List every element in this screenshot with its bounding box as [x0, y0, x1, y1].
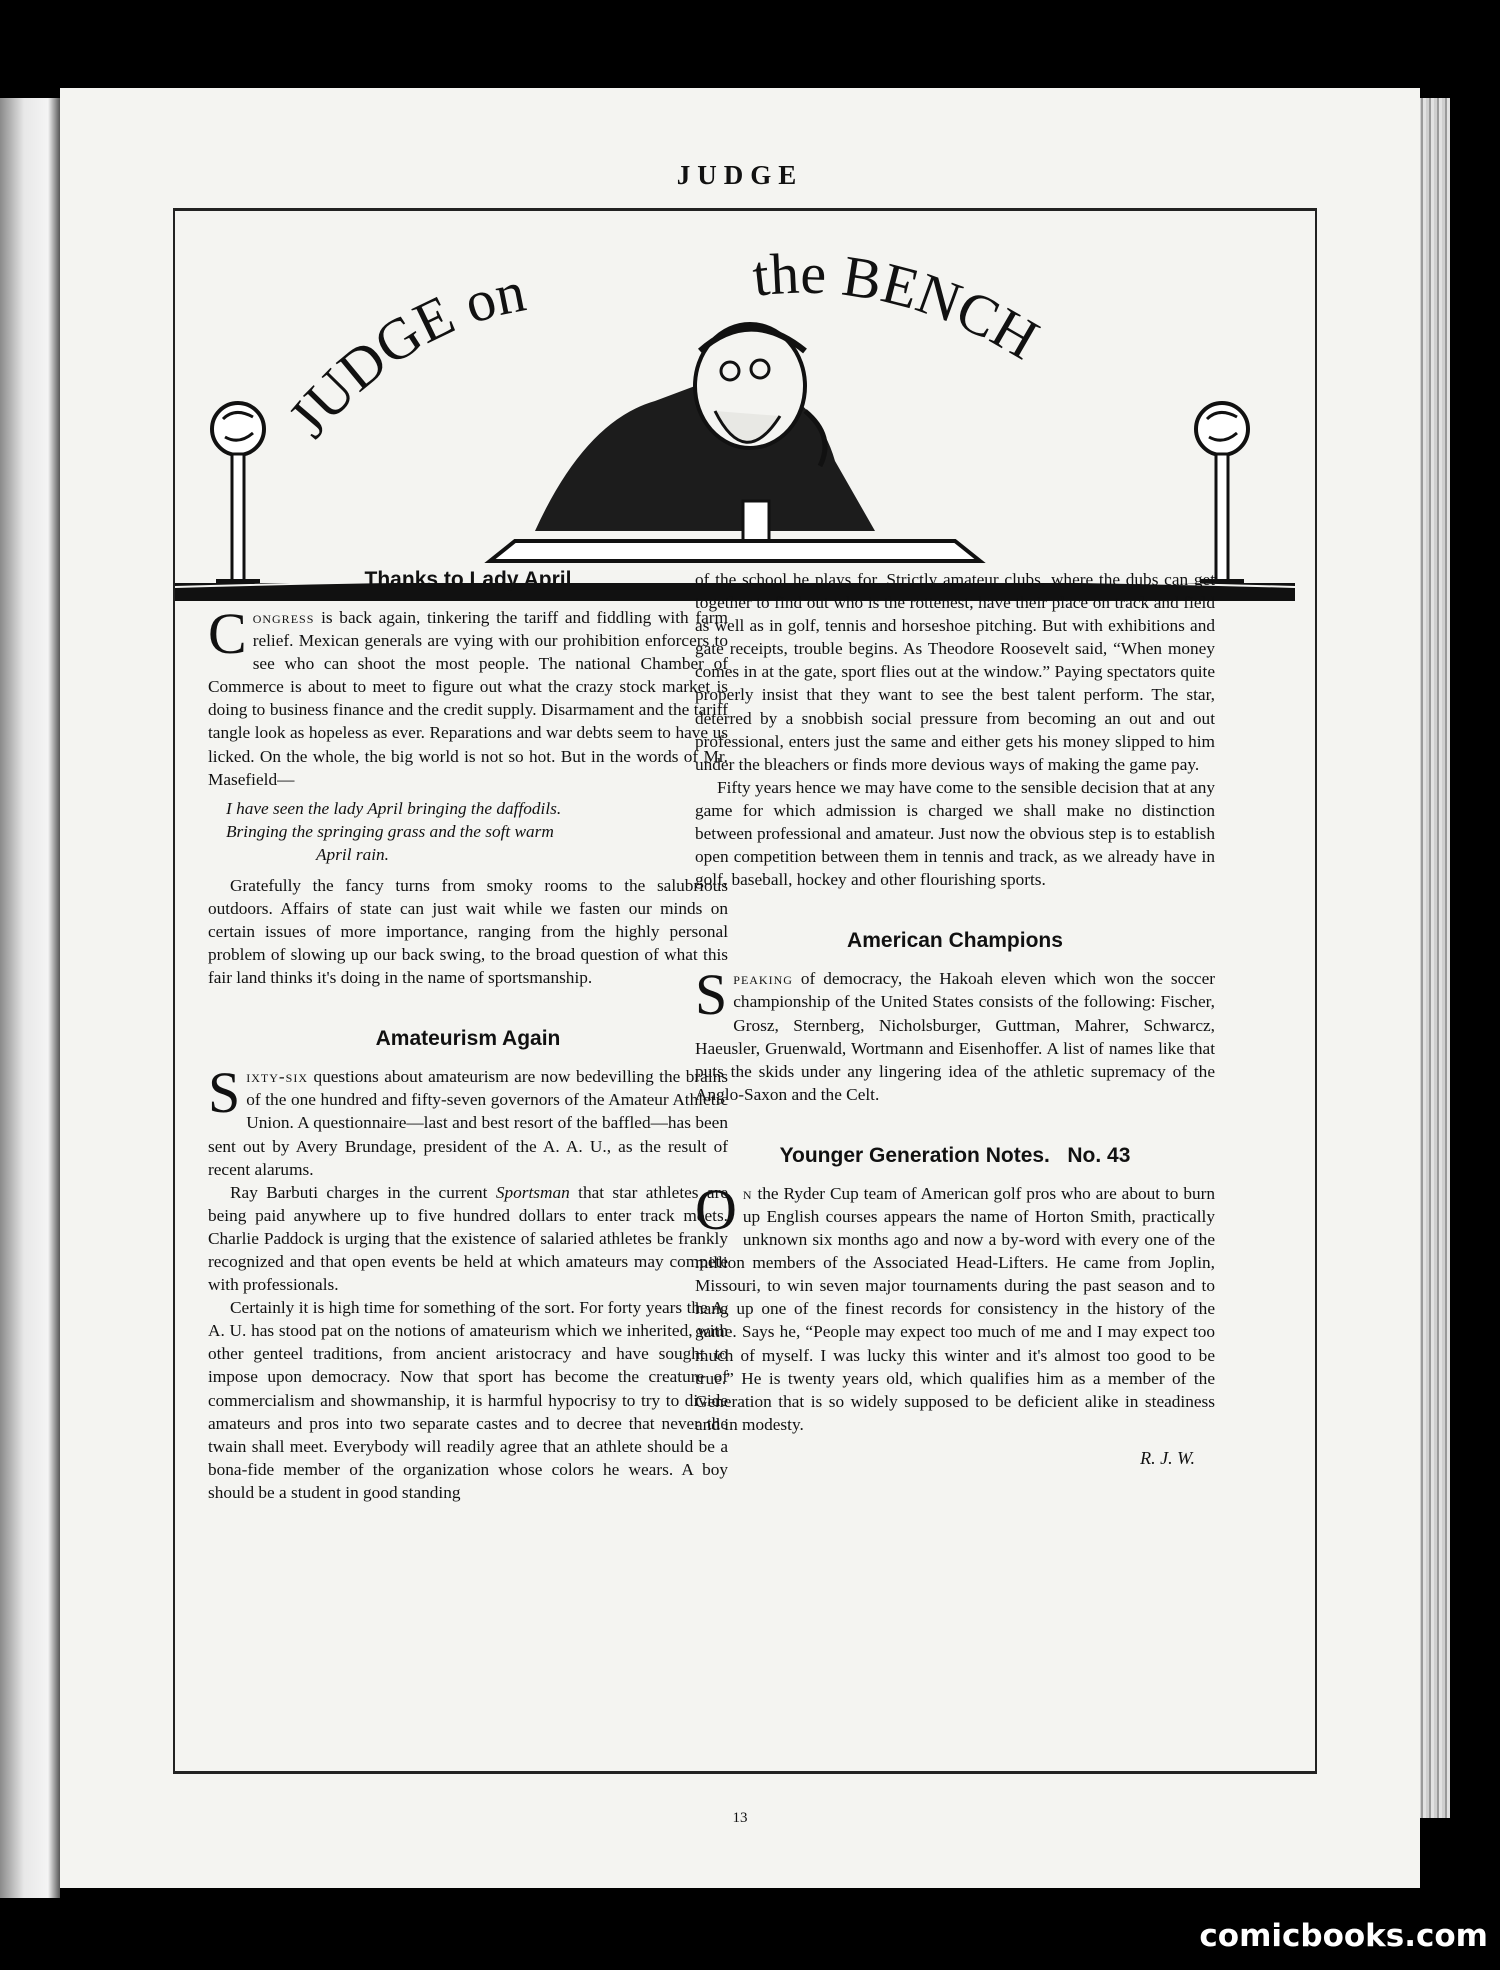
paragraph: [695, 1176, 1215, 1436]
section-title-amateurism-again: Amateurism Again: [375, 1027, 561, 1051]
right-lamp-icon: [1196, 403, 1248, 591]
paragraph: [208, 1181, 728, 1296]
drop-cap: S: [208, 1060, 241, 1126]
running-head: JUDGE: [676, 160, 804, 190]
small-caps-lead: n: [742, 1183, 753, 1203]
drop-cap: C: [208, 601, 247, 666]
small-caps-lead: ixty-six: [246, 1067, 309, 1087]
right-column: [695, 568, 1215, 1469]
paragraph-text: is back again, tinkering the tariff and fiddling with farm relief. Mexican generals are vying with our prohibition enforcers to see who can shoot the most people. The national Chamber of Commerce is about to meet to figure out what the crazy stock market is doing to business finance and the credit supply. Disarmament and the tariff tangle look as hopeless as ever. Reparations and war debts seem to have us licked. On the whole, the big world is not so hot. But in the words of Mr. Masefield—: [208, 608, 728, 789]
poem-line: April rain.: [316, 844, 389, 864]
left-column: [208, 568, 728, 1504]
poem-line: Bringing the springing grass and the soft warm: [226, 821, 554, 841]
paragraph-text: the Ryder Cup team of American golf pros who are about to burn up English courses appears the name of Horton Smith, practically unknown six months ago and now a by-word with every one of the million members of the Associated Head-Lifters. He came from Joplin, Missouri, to win seven major tournaments during the past season and to hang up one of the finest records for consistency in the history of the game. Says he, “People may expect too much of me and I may expect too much of myself. I was lucky this winter and it's almost too good to be true.” He is twenty years old, which qualifies him as a member of the Generation that is so widely supposed to be deficient alike in steadiness and in modesty.: [695, 1183, 1215, 1434]
judge-caricature-icon: [535, 324, 875, 541]
paragraph-text: that star athletes are being paid anywhere up to five hundred dollars to enter track meets. Charlie Paddock is urging that the existence of salaried athletes be frankly recognized and that open events be held at which amateurs may compete with professionals.: [208, 1182, 728, 1295]
svg-text:JUDGE on: [275, 259, 530, 450]
section-title-american-champions: American Champions: [847, 929, 1063, 953]
paragraph-text: questions about amateurism are now bedevilling the brains of the one hundred and fifty-seven governors of the Amateur Athletic Union. A questionnaire—last and best resort of the baffled—has been sent out by Avery Brundage, president of the A. A. U., as the result of recent alarums.: [208, 1067, 728, 1179]
paragraph: [208, 601, 728, 791]
paragraph-text: of democracy, the Hakoah eleven which won the soccer championship of the United States consists of the following: Fischer, Grosz, Sternberg, Nicholsburger, Guttman, Mahrer, Schwarcz, Haeusler, Gruenwald, Wortmann and Eisenhoffer. A list of names like that puts the skids under any lingering idea of the athletic supremacy of the Anglo-Saxon and the Celt.: [695, 969, 1216, 1104]
paragraph: [695, 962, 1216, 1106]
drop-cap: O: [695, 1176, 737, 1242]
paragraph: Fifty years hence we may have come to the sensible decision that at any game for which admission is charged we shall make no distinction between professional and amateur. Just now the obvious step is to establish open competition between them in tennis and track, as we already have in golf, baseball, hockey and other flourishing sports.: [695, 777, 1215, 890]
left-lamp-icon: [212, 403, 264, 591]
paragraph-text: Ray Barbuti charges in the current: [230, 1182, 488, 1202]
section-title-younger-generation-notes: Younger Generation Notes. No. 43: [779, 1143, 1131, 1167]
banner-title-right: the BENCH: [749, 240, 1050, 372]
poem-line: I have seen the lady April bringing the daffodils.: [226, 798, 562, 818]
drop-cap: S: [695, 962, 728, 1028]
author-signature: R. J. W.: [1140, 1447, 1195, 1468]
judge-on-the-bench-banner: [115, 201, 1355, 621]
paragraph: of the school he plays for. Strictly amateur clubs, where the dubs can get together to find out who is the rottenest, have their place on track and field as well as in golf, tennis and horseshoe pitching. But with exhibitions and gate receipts, trouble begins. As Theodore Roosevelt said, “When money comes in at the gate, sport flies out at the window.” Paying spectators quite properly insist that they want to see the best talent perform. The star, deterred by a snobbish social pressure from becoming an out and out professional, enters just the same and either gets his money slipped to him under the bleachers or finds more devious ways of making the game pay.: [695, 570, 1215, 774]
banner-title-left: JUDGE on: [275, 258, 531, 450]
page-number: 13: [732, 1810, 748, 1826]
magazine-title: Sportsman: [495, 1182, 570, 1202]
masefield-quote: [226, 797, 728, 866]
paragraph: Certainly it is high time for something of the sort. For forty years the A. A. U. has stood pat on the notions of amateurism which we inherited, with other genteel traditions, from ancient aristocracy and have sought to impose upon democracy. Now that sport has become the creature of commercialism and showmanship, it is harmful hypocrisy to try to divide amateurs and pros into two separate castes and to decree that never the twain shall meet. Everybody will readily agree that an athlete should be a bona-fide member of the organization whose colors he wears. A boy should be a student in good standing: [208, 1298, 728, 1502]
watermark: comicbooks.com: [1199, 1918, 1488, 1954]
small-caps-lead: peaking: [733, 969, 793, 989]
section-title-thanks-to-lady-april: Thanks to Lady April: [364, 568, 572, 591]
small-caps-lead: ongress: [252, 608, 315, 627]
paragraph: [208, 1060, 728, 1180]
paragraph: Gratefully the fancy turns from smoky rooms to the salubrious outdoors. Affairs of state can just wait while we fasten our minds on certain issues of more importance, ranging from the highly personal problem of slowing up our back swing, to the broad question of what this fair land thinks it's doing in the name of sportsmanship.: [208, 875, 728, 988]
left-page-edge: [0, 98, 60, 1898]
magazine-page: [60, 88, 1420, 1888]
